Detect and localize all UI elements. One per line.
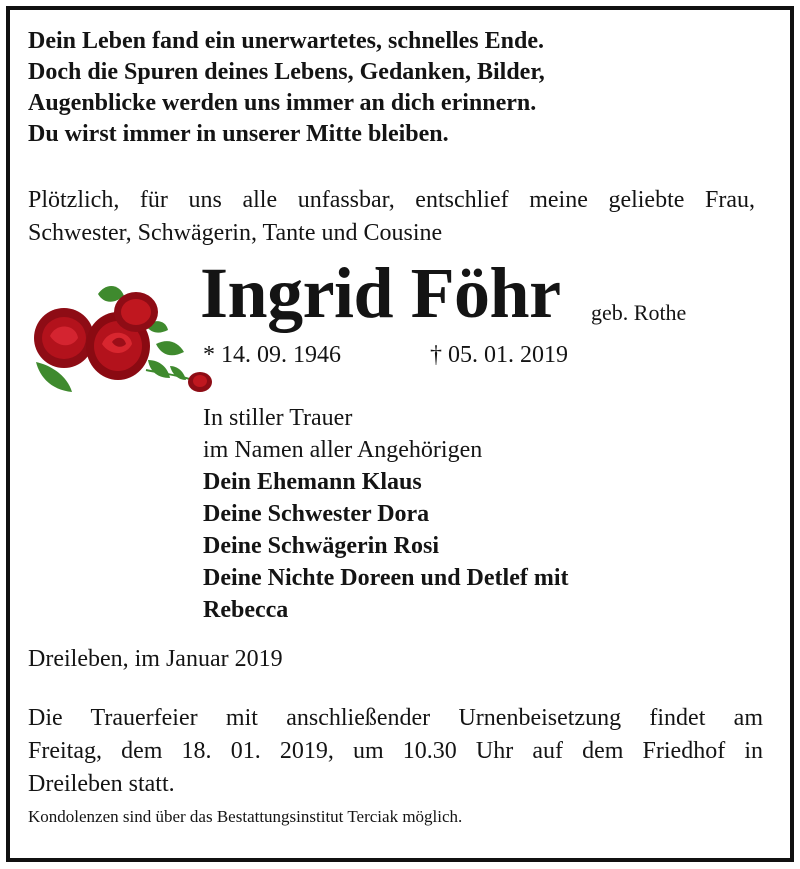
- mourner-name: Deine Schwester Dora: [203, 501, 430, 527]
- mourner-name: Deine Schwägerin Rosi: [203, 533, 439, 559]
- condolences-note: Kondolenzen sind über das Bestattungsinstitut Terciak möglich.: [28, 807, 463, 826]
- place-date: Dreileben, im Januar 2019: [28, 646, 283, 672]
- motto-verse: [28, 26, 545, 150]
- intro-text: [28, 184, 755, 250]
- service-line: Dreileben statt.: [28, 771, 175, 797]
- birth-date: * 14. 09. 1946: [203, 342, 341, 368]
- service-line: Freitag, dem 18. 01. 2019, um 10.30 Uhr auf dem Friedhof in: [28, 738, 763, 764]
- motto-line: Dein Leben fand ein unerwartetes, schnelles Ende.: [28, 28, 544, 54]
- service-info: [28, 702, 763, 801]
- mourners-block: [203, 402, 568, 626]
- service-line: Die Trauerfeier mit anschließender Urnenbeisetzung findet am: [28, 705, 763, 731]
- mourner-name: Dein Ehemann Klaus: [203, 469, 422, 495]
- mourner-name: Rebecca: [203, 597, 289, 623]
- intro-line: Schwester, Schwägerin, Tante und Cousine: [28, 220, 443, 246]
- intro-line: Plötzlich, für uns alle unfassbar, entschlief meine geliebte Frau,: [28, 187, 755, 213]
- mourning-line: im Namen aller Angehörigen: [203, 437, 483, 463]
- deceased-name: Ingrid Föhr: [200, 253, 561, 333]
- roses-image: [28, 282, 218, 402]
- death-date: † 05. 01. 2019: [430, 342, 568, 368]
- motto-line: Du wirst immer in unserer Mitte bleiben.: [28, 121, 449, 147]
- motto-line: Doch die Spuren deines Lebens, Gedanken, Bilder,: [28, 59, 545, 85]
- mourner-name: Deine Nichte Doreen und Detlef mit: [203, 565, 569, 591]
- maiden-name: geb. Rothe: [591, 300, 687, 325]
- mourning-line: In stiller Trauer: [203, 405, 353, 431]
- motto-line: Augenblicke werden uns immer an dich erinnern.: [28, 90, 537, 116]
